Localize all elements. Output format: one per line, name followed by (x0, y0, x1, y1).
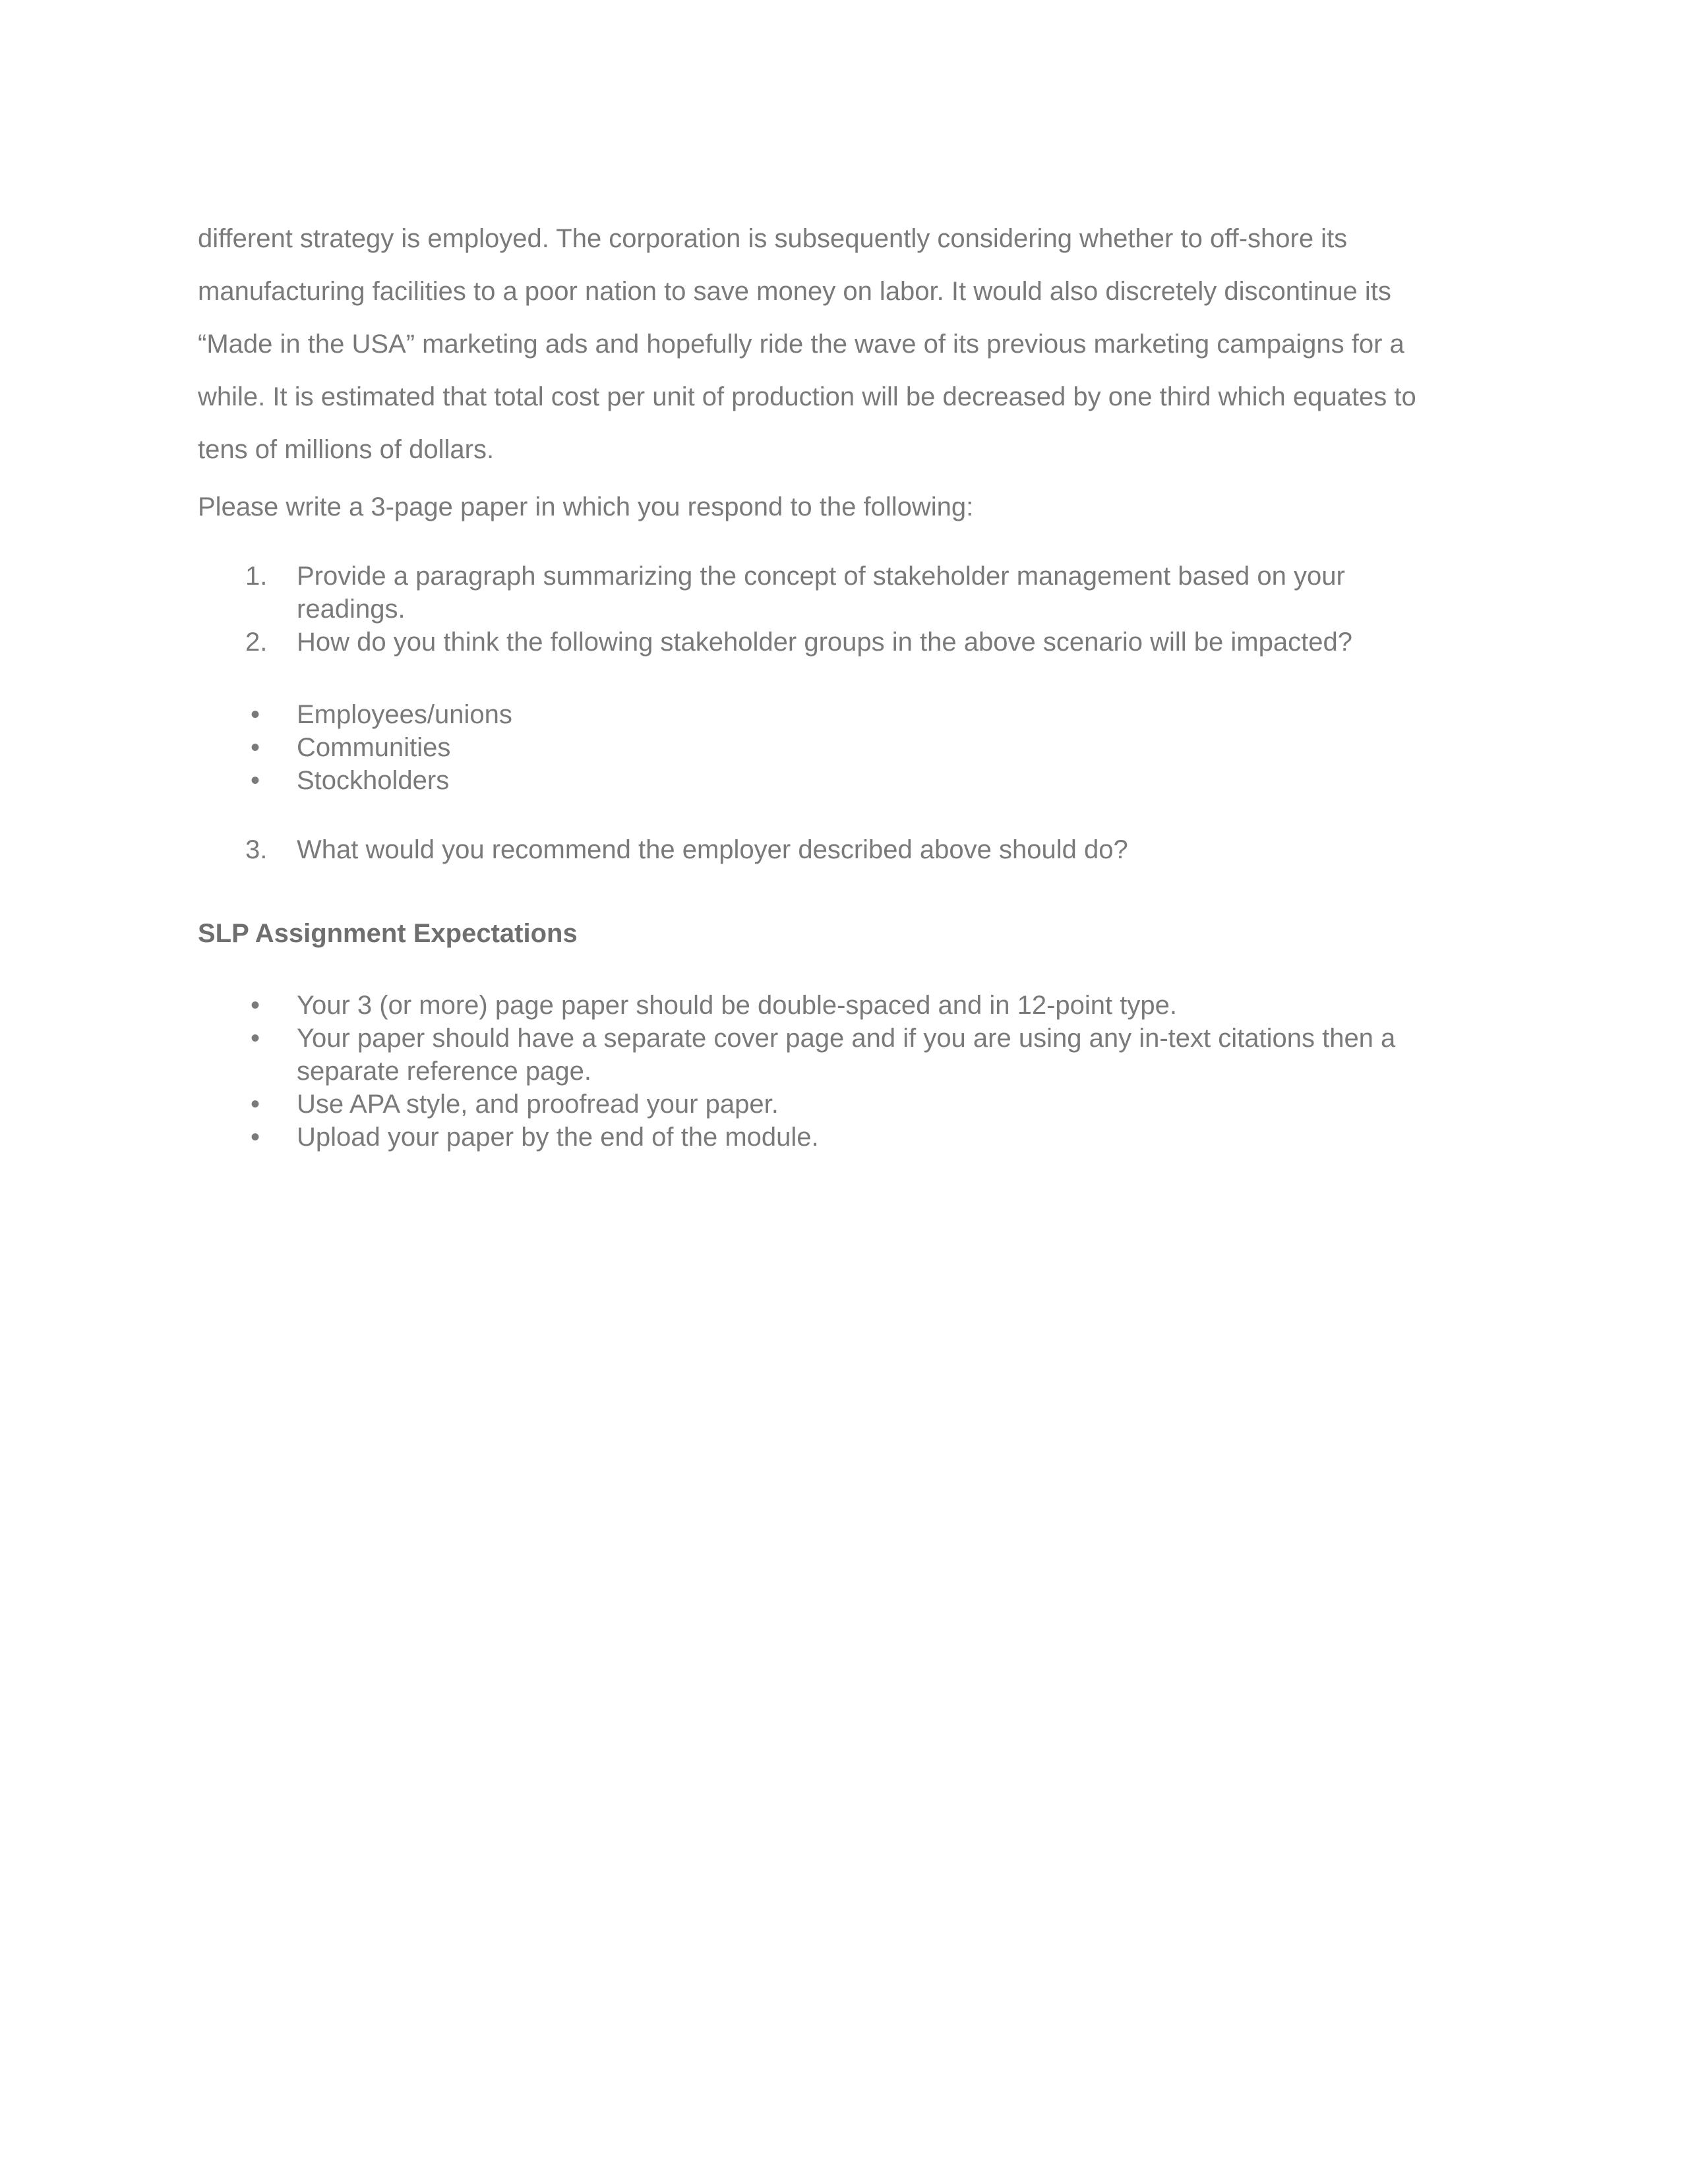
question-number: 3. (245, 835, 268, 864)
expectation-text-line: Your 3 (or more) page paper should be double-spaced and in 12-point type. (297, 991, 1177, 1020)
question-item (198, 626, 1490, 659)
intro-line: while. It is estimated that total cost per unit of production will be decreased by one third which equates to (198, 382, 1416, 411)
stakeholder-label: Employees/unions (297, 700, 512, 729)
bullet-icon: • (251, 1090, 260, 1119)
expectation-text-line: Use APA style, and proofread your paper. (297, 1090, 779, 1119)
stakeholder-label: Communities (297, 733, 451, 762)
intro-line: manufacturing facilities to a poor nation to save money on labor. It would also discretely discontinue its (198, 277, 1391, 306)
expectation-item (198, 1022, 1490, 1088)
expectation-text-line: separate reference page. (297, 1057, 591, 1086)
bullet-icon: • (251, 1024, 260, 1053)
expectations-list (198, 989, 1490, 1154)
question-number: 2. (245, 628, 268, 657)
intro-line: tens of millions of dollars. (198, 435, 495, 464)
bullet-icon: • (251, 700, 260, 729)
document-body (198, 212, 1490, 1154)
bullet-icon: • (251, 991, 260, 1020)
bullet-icon: • (251, 733, 260, 762)
question-text-line: readings. (297, 595, 406, 624)
expectation-item (198, 1121, 1490, 1154)
bullet-icon: • (251, 766, 260, 795)
question-item (198, 833, 1490, 866)
expectations-heading: SLP Assignment Expectations (198, 919, 578, 948)
question-list (198, 560, 1490, 659)
intro-paragraph (198, 212, 1490, 476)
stakeholder-item (198, 731, 1490, 764)
expectation-item (198, 1088, 1490, 1121)
question-item (198, 560, 1490, 626)
stakeholder-item (198, 698, 1490, 731)
expectation-item (198, 989, 1490, 1022)
question-text-line: Provide a paragraph summarizing the concept of stakeholder management based on your (297, 562, 1345, 591)
assignment-prompt: Please write a 3-page paper in which you respond to the following: (198, 492, 974, 521)
expectation-text-line: Upload your paper by the end of the module. (297, 1123, 819, 1152)
stakeholder-label: Stockholders (297, 766, 450, 795)
question-list-continued (198, 833, 1490, 866)
question-text-line: How do you think the following stakeholder groups in the above scenario will be impacted? (297, 628, 1352, 657)
bullet-icon: • (251, 1123, 260, 1152)
stakeholder-item (198, 764, 1490, 797)
intro-line: “Made in the USA” marketing ads and hopefully ride the wave of its previous marketing campaigns for a (198, 330, 1404, 359)
question-text-line: What would you recommend the employer described above should do? (297, 835, 1128, 864)
question-number: 1. (245, 562, 268, 591)
expectation-text-line: Your paper should have a separate cover page and if you are using any in-text citations then a (297, 1024, 1396, 1053)
intro-line: different strategy is employed. The corporation is subsequently considering whether to off-shore its (198, 224, 1348, 253)
stakeholder-list (198, 698, 1490, 797)
